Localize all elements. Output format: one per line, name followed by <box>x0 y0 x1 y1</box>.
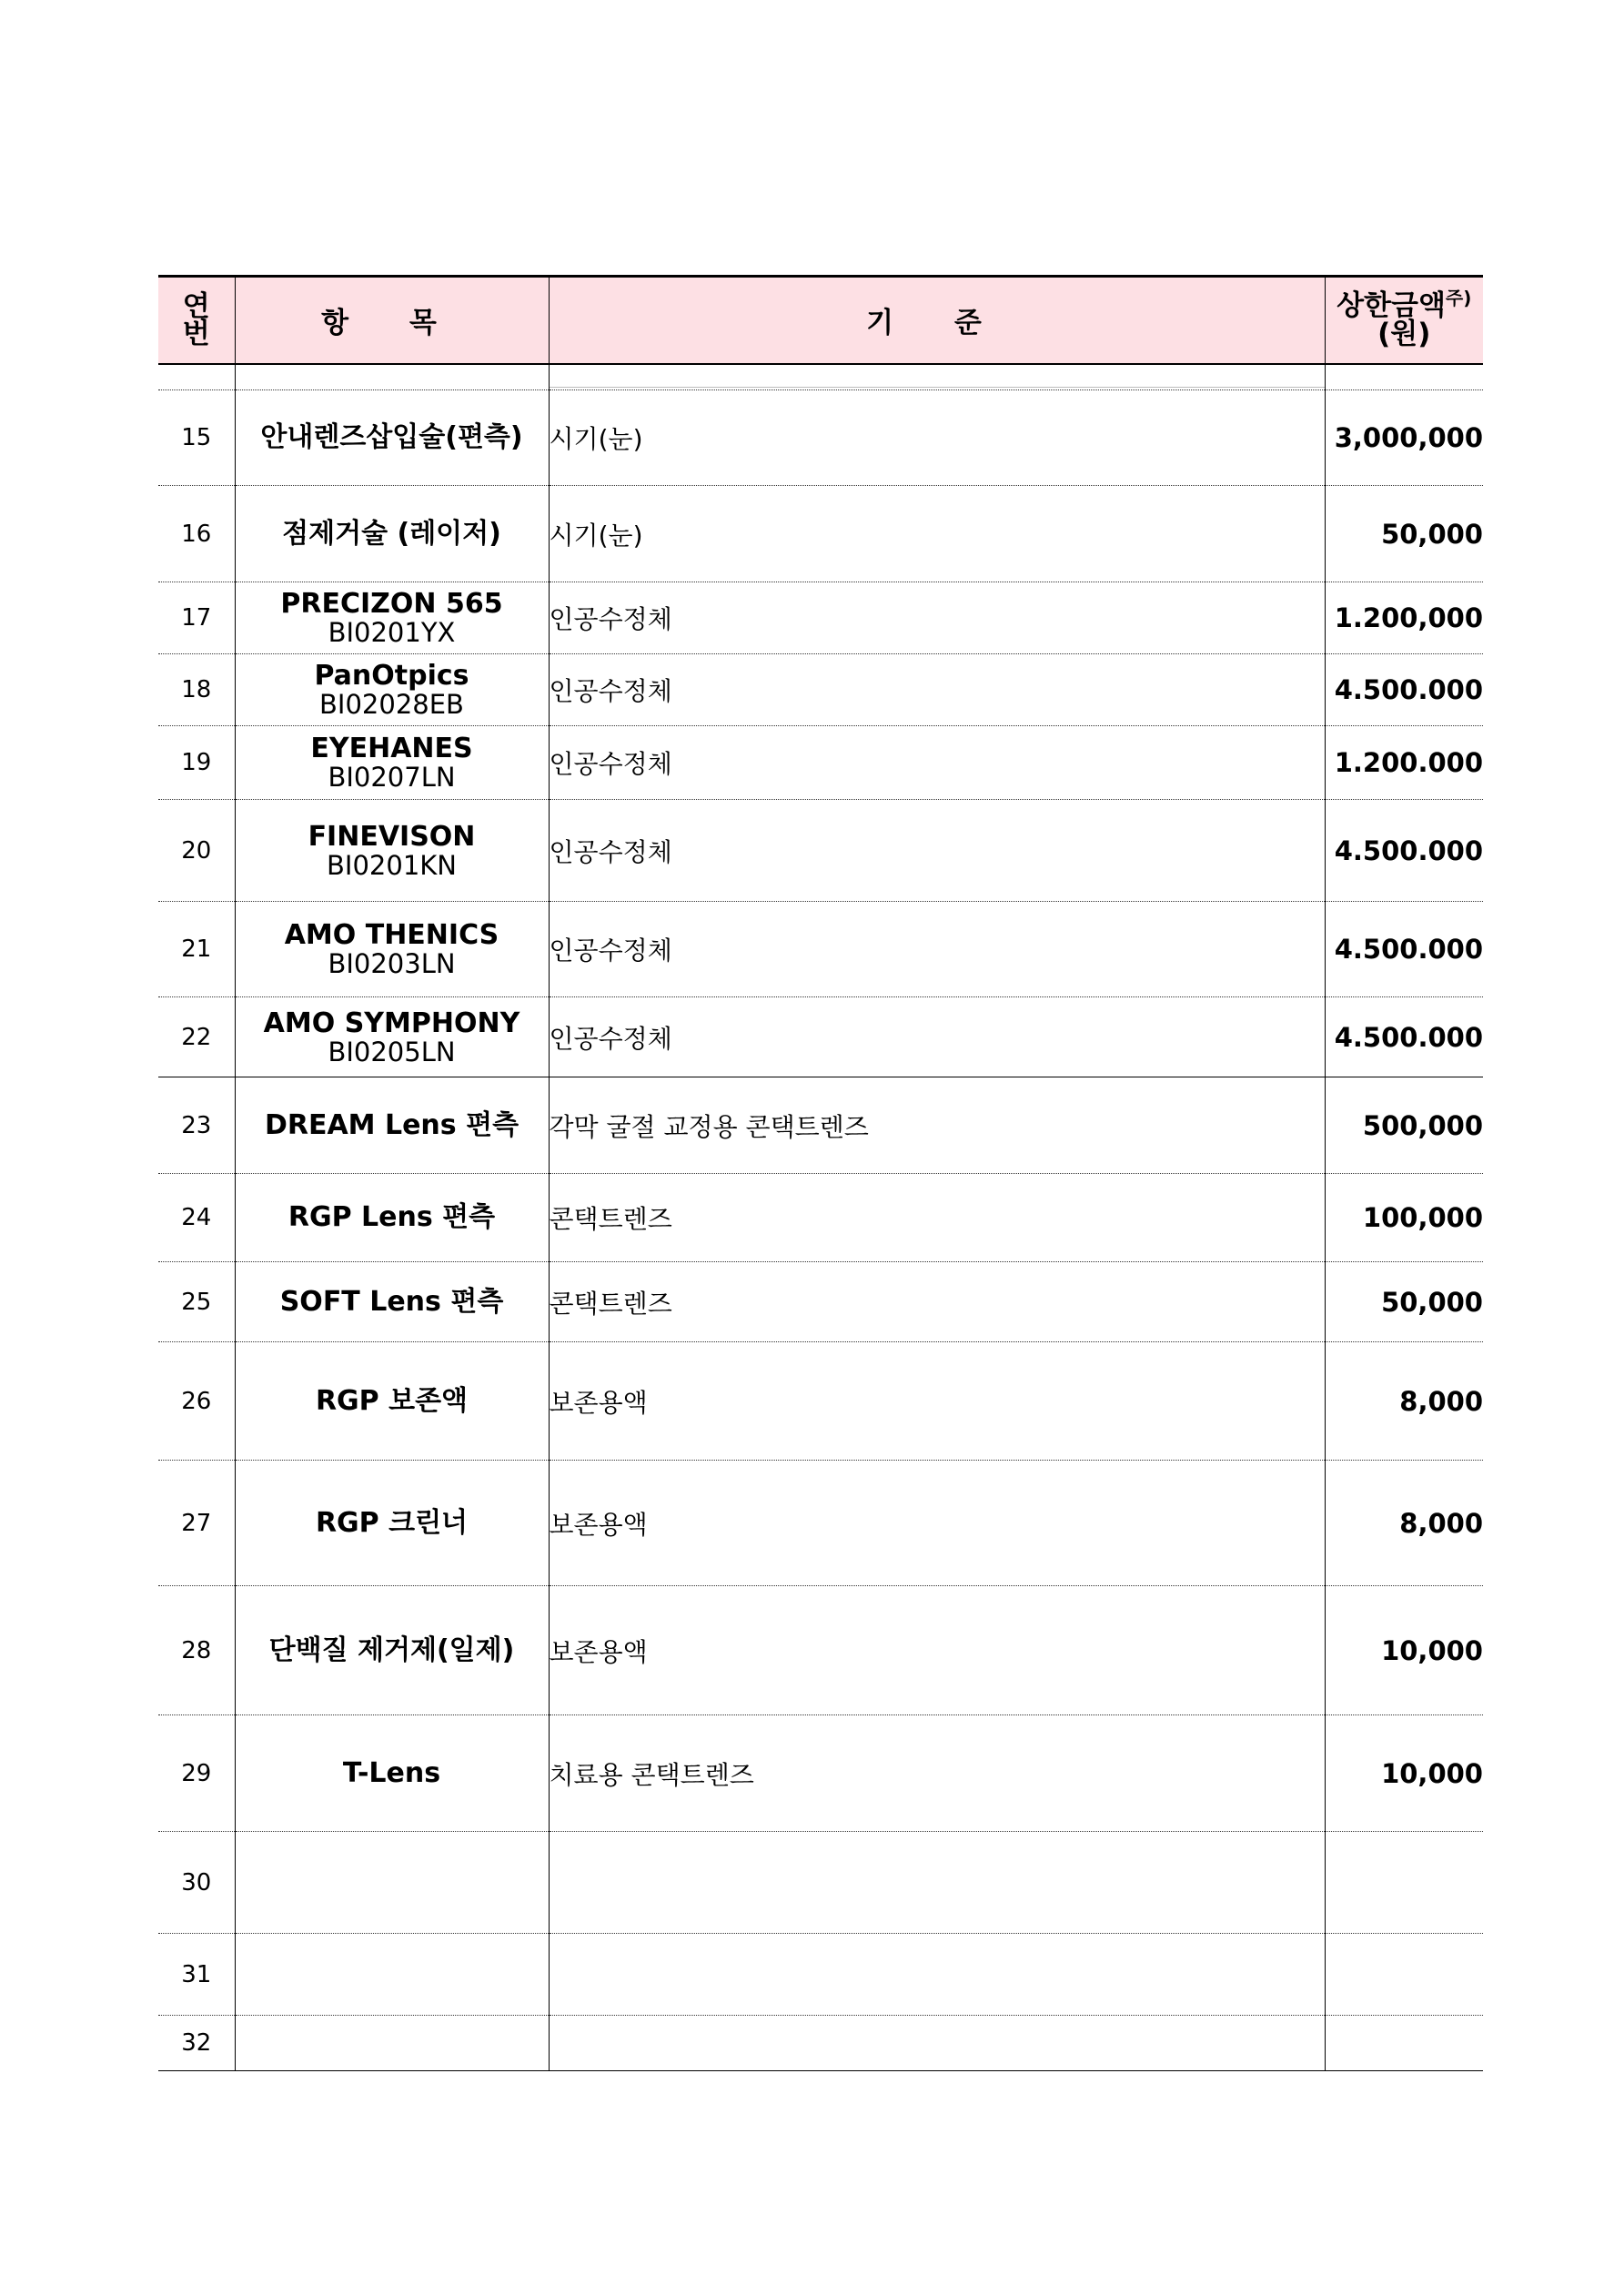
row-item-code: BI0203LN <box>328 948 456 979</box>
row-item <box>235 1461 549 1586</box>
row-item <box>235 1342 549 1461</box>
row-item <box>235 800 549 902</box>
row-item <box>235 1262 549 1342</box>
header-item <box>235 277 549 364</box>
row-basis: 콘택트렌즈 <box>549 1262 1325 1342</box>
header-serial-no <box>158 277 235 364</box>
header-amount-line1 <box>1326 287 1484 322</box>
table-row <box>158 1715 1483 1832</box>
row-item-code: BI0207LN <box>328 762 456 793</box>
row-number: 29 <box>158 1715 235 1832</box>
row-item <box>235 726 549 800</box>
row-number: 18 <box>158 654 235 726</box>
row-basis: 각막 굴절 교정용 콘택트렌즈 <box>549 1077 1325 1174</box>
table-row <box>158 582 1483 654</box>
table-row <box>158 1934 1483 2016</box>
row-item <box>235 1586 549 1715</box>
spacer-cell <box>235 364 549 390</box>
row-amount: 4.500.000 <box>1325 800 1483 902</box>
row-basis: 인공수정체 <box>549 726 1325 800</box>
row-item <box>235 390 549 486</box>
row-item <box>235 654 549 726</box>
row-item <box>235 902 549 997</box>
row-number: 20 <box>158 800 235 902</box>
header-amount-unit: (원) <box>1377 317 1431 350</box>
row-number: 21 <box>158 902 235 997</box>
table-row <box>158 1832 1483 1934</box>
row-item-name: DREAM Lens 편측 <box>264 1108 519 1141</box>
row-item-name: AMO THENICS <box>284 919 499 951</box>
row-number: 23 <box>158 1077 235 1174</box>
table-row <box>158 726 1483 800</box>
row-basis <box>549 1934 1325 2016</box>
table-spacer-row <box>158 364 1483 390</box>
row-basis: 보존용액 <box>549 1461 1325 1586</box>
row-amount <box>1325 1832 1483 1934</box>
row-basis: 인공수정체 <box>549 654 1325 726</box>
row-number: 26 <box>158 1342 235 1461</box>
header-amount-label: 상한금액 <box>1337 288 1446 322</box>
row-item <box>235 582 549 654</box>
table-row <box>158 800 1483 902</box>
row-item-name: EYEHANES <box>310 733 473 764</box>
row-number: 17 <box>158 582 235 654</box>
table-row <box>158 1077 1483 1174</box>
table-row <box>158 1461 1483 1586</box>
row-number: 19 <box>158 726 235 800</box>
row-item-name: SOFT Lens 편측 <box>279 1285 504 1318</box>
row-basis: 보존용액 <box>549 1586 1325 1715</box>
row-number: 25 <box>158 1262 235 1342</box>
row-item <box>235 1934 549 2016</box>
spacer-cell <box>1325 364 1483 390</box>
table-row <box>158 902 1483 997</box>
spacer-cell <box>549 364 1325 390</box>
row-amount: 500,000 <box>1325 1077 1483 1174</box>
row-amount: 10,000 <box>1325 1715 1483 1832</box>
row-amount: 1.200,000 <box>1325 582 1483 654</box>
row-item-code: BI0201KN <box>327 849 457 881</box>
row-amount: 100,000 <box>1325 1174 1483 1262</box>
row-basis: 인공수정체 <box>549 902 1325 997</box>
row-item-name: RGP 보존액 <box>315 1384 469 1417</box>
row-amount: 1.200.000 <box>1325 726 1483 800</box>
row-number: 28 <box>158 1586 235 1715</box>
header-basis-label: 기 준 <box>866 307 1007 340</box>
row-item-code: BI0201YX <box>328 617 456 648</box>
spacer-cell <box>158 364 235 390</box>
row-basis: 치료용 콘택트렌즈 <box>549 1715 1325 1832</box>
header-amount-footnote-mark: 주) <box>1445 287 1472 309</box>
row-amount: 50,000 <box>1325 486 1483 582</box>
row-item-name: 점제거술 (레이저) <box>282 517 501 550</box>
row-number: 15 <box>158 390 235 486</box>
table-body <box>158 364 1483 2071</box>
row-item <box>235 1174 549 1262</box>
row-amount: 8,000 <box>1325 1461 1483 1586</box>
row-amount: 10,000 <box>1325 1586 1483 1715</box>
row-basis: 인공수정체 <box>549 997 1325 1077</box>
row-number: 27 <box>158 1461 235 1586</box>
header-basis <box>549 277 1325 364</box>
table-row <box>158 390 1483 486</box>
row-basis: 인공수정체 <box>549 800 1325 902</box>
row-item-name: PRECIZON 565 <box>280 588 503 620</box>
row-number: 32 <box>158 2016 235 2071</box>
row-amount: 4.500.000 <box>1325 902 1483 997</box>
row-item <box>235 486 549 582</box>
row-number: 16 <box>158 486 235 582</box>
price-limit-table <box>158 275 1483 2071</box>
row-item-name: RGP Lens 편측 <box>287 1201 496 1233</box>
row-amount: 8,000 <box>1325 1342 1483 1461</box>
row-item <box>235 997 549 1077</box>
row-basis: 시기(눈) <box>549 390 1325 486</box>
row-number: 30 <box>158 1832 235 1934</box>
row-amount: 3,000,000 <box>1325 390 1483 486</box>
row-item <box>235 1832 549 1934</box>
row-amount: 4.500.000 <box>1325 997 1483 1077</box>
header-serial-no-line1: 연 <box>182 289 210 323</box>
row-item-name: AMO SYMPHONY <box>263 1006 520 1039</box>
table-row <box>158 486 1483 582</box>
row-basis: 인공수정체 <box>549 582 1325 654</box>
row-amount: 50,000 <box>1325 1262 1483 1342</box>
table-row <box>158 1342 1483 1461</box>
row-item-name: PanOtpics <box>314 660 469 692</box>
table-row <box>158 1262 1483 1342</box>
row-item-name: T-Lens <box>342 1756 441 1789</box>
table-row <box>158 1174 1483 1262</box>
row-number: 31 <box>158 1934 235 2016</box>
row-amount <box>1325 2016 1483 2071</box>
table-row <box>158 1586 1483 1715</box>
row-basis <box>549 1832 1325 1934</box>
row-item-code: BI0205LN <box>328 1036 456 1067</box>
table-row <box>158 654 1483 726</box>
table-row <box>158 2016 1483 2071</box>
row-item <box>235 1077 549 1174</box>
row-number: 22 <box>158 997 235 1077</box>
table-header-row <box>158 277 1483 364</box>
row-basis <box>549 2016 1325 2071</box>
row-amount: 4.500.000 <box>1325 654 1483 726</box>
header-item-label: 항 목 <box>321 307 462 340</box>
row-amount <box>1325 1934 1483 2016</box>
row-item-name: FINEVISON <box>308 820 476 853</box>
row-item-name: 단백질 제거제(일제) <box>268 1633 515 1666</box>
header-serial-no-line2: 번 <box>182 317 210 350</box>
row-basis: 시기(눈) <box>549 486 1325 582</box>
row-item-code: BI02028EB <box>319 689 464 720</box>
table-row <box>158 997 1483 1077</box>
header-amount <box>1325 277 1483 364</box>
row-item <box>235 1715 549 1832</box>
row-basis: 콘택트렌즈 <box>549 1174 1325 1262</box>
row-item <box>235 2016 549 2071</box>
row-number: 24 <box>158 1174 235 1262</box>
row-item-name: RGP 크린너 <box>315 1506 469 1539</box>
row-basis: 보존용액 <box>549 1342 1325 1461</box>
row-item-name: 안내렌즈삽입술(편측) <box>260 421 523 453</box>
